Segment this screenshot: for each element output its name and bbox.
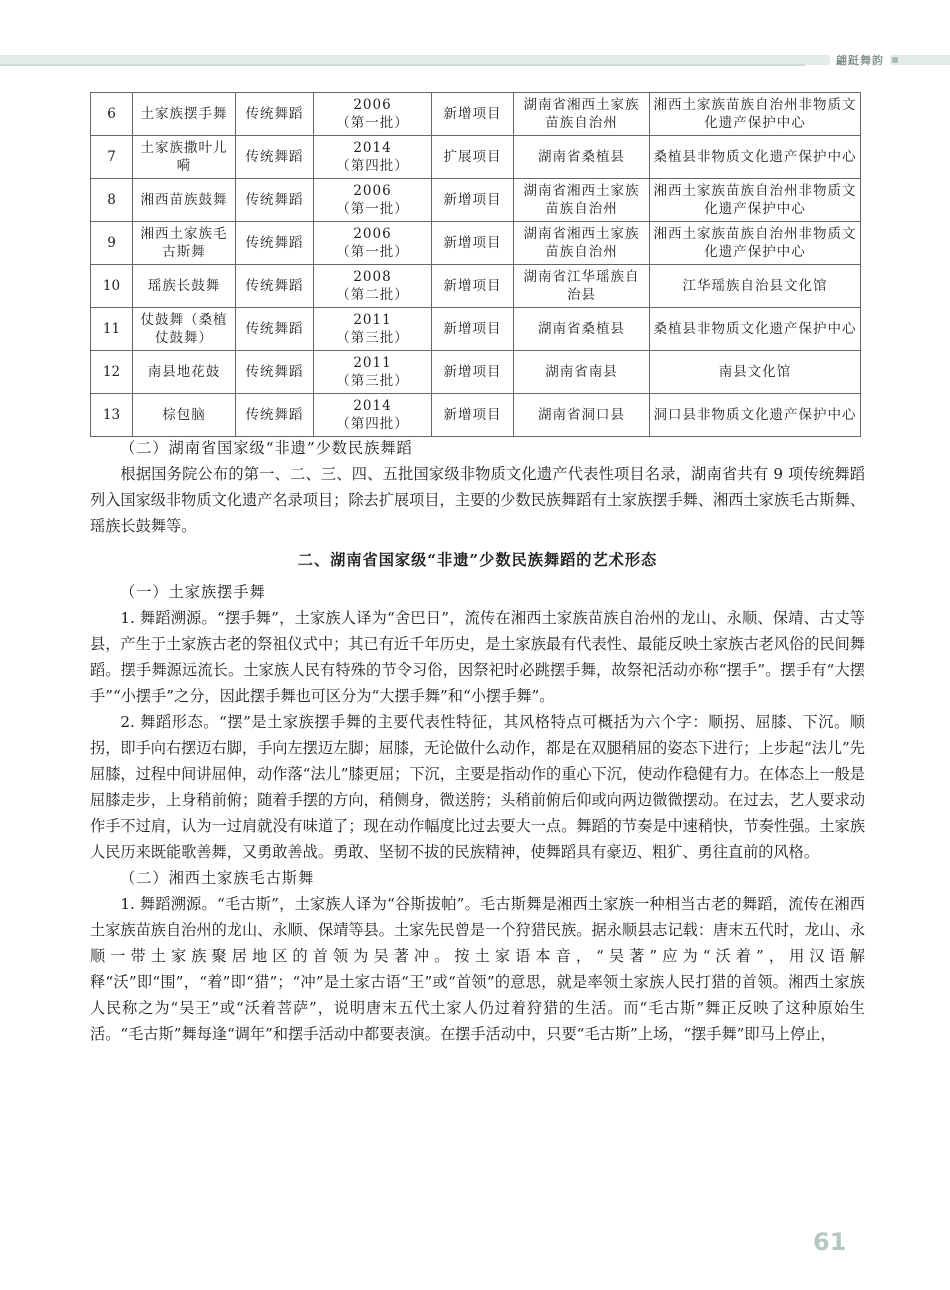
cell-protection-unit: 南县文化馆 xyxy=(650,351,861,394)
cell-item-type: 新增项目 xyxy=(432,265,514,308)
cell-dance-name: 湘西苗族鼓舞 xyxy=(133,179,236,222)
cell-region: 湖南省桑植县 xyxy=(514,308,650,351)
cell-row-number: 6 xyxy=(91,93,133,136)
header-marker xyxy=(892,57,898,63)
cell-row-number: 8 xyxy=(91,179,133,222)
cell-year-batch: 2014 （第四批） xyxy=(314,394,432,437)
subsection-heading: （一）土家族摆手舞 xyxy=(120,583,266,601)
cell-category: 传统舞蹈 xyxy=(236,93,314,136)
cell-row-number: 10 xyxy=(91,265,133,308)
cell-protection-unit: 江华瑶族自治县文化馆 xyxy=(650,265,861,308)
cell-region: 湖南省湘西土家族苗族自治州 xyxy=(514,93,650,136)
cell-region: 湖南省湘西土家族苗族自治州 xyxy=(514,179,650,222)
cell-region: 湖南省江华瑶族自治县 xyxy=(514,265,650,308)
cell-row-number: 12 xyxy=(91,351,133,394)
cell-row-number: 13 xyxy=(91,394,133,437)
cell-category: 传统舞蹈 xyxy=(236,394,314,437)
cell-region: 湖南省湘西土家族苗族自治州 xyxy=(514,222,650,265)
cell-item-type: 扩展项目 xyxy=(432,136,514,179)
page-number: 61 xyxy=(813,1228,847,1256)
cell-protection-unit: 湘西土家族苗族自治州非物质文化遗产保护中心 xyxy=(650,179,861,222)
header-rule xyxy=(0,64,805,66)
cell-category: 传统舞蹈 xyxy=(236,351,314,394)
cell-item-type: 新增项目 xyxy=(432,394,514,437)
cell-year-batch: 2006 （第一批） xyxy=(314,222,432,265)
cell-year-batch: 2014 （第四批） xyxy=(314,136,432,179)
cell-year-batch: 2008 （第二批） xyxy=(314,265,432,308)
cell-dance-name: 棕包脑 xyxy=(133,394,236,437)
table-row xyxy=(91,265,861,308)
cell-dance-name: 瑶族长鼓舞 xyxy=(133,265,236,308)
table-row xyxy=(91,394,861,437)
cell-dance-name: 南县地花鼓 xyxy=(133,351,236,394)
table-row xyxy=(91,308,861,351)
cell-protection-unit: 洞口县非物质文化遗产保护中心 xyxy=(650,394,861,437)
heritage-dance-table xyxy=(90,92,861,437)
paragraph: 1. 舞蹈溯源。“毛古斯”，土家族人译为“谷斯拔帕”。毛古斯舞是湘西土家族一种相当古老的舞蹈，流传在湘西土家族苗族自治州的龙山、永顺、保靖等县。土家先民曾是一个狩猎民族。据永顺县志记载：唐末五代时，龙山、永顺一带土家族聚居地区的首领为吴著冲。按土家语本音，“吴著”应为“沃着”，用汉语解释“沃”即“围”，“着”即“猎”；“冲”是土家古语“王”或“首领”的意思，就是率领土家族人民打猎的首领。湘西土家族人民称之为“吴王”或“沃着菩萨”，说明唐末五代土家人仍过着狩猎的生活。而“毛古斯”舞正反映了这种原始生活。“毛古斯”舞每逢“调年”和摆手活动中都要表演。在摆手活动中，只要“毛古斯”上场，“摆手舞”即马上停止， xyxy=(90,895,865,1043)
cell-item-type: 新增项目 xyxy=(432,93,514,136)
cell-row-number: 7 xyxy=(91,136,133,179)
cell-item-type: 新增项目 xyxy=(432,179,514,222)
cell-protection-unit: 湘西土家族苗族自治州非物质文化遗产保护中心 xyxy=(650,222,861,265)
subsection-heading: （二）湖南省国家级“非遗”少数民族舞蹈 xyxy=(120,439,413,457)
cell-protection-unit: 桑植县非物质文化遗产保护中心 xyxy=(650,136,861,179)
paragraph: 2. 舞蹈形态。“摆”是土家族摆手舞的主要代表性特征，其风格特点可概括为六个字：顺拐、屈膝、下沉。顺拐，即手向右摆迈右脚，手向左摆迈左脚；屈膝，无论做什么动作，都是在双腿稍屈的姿态下进行；上步起“法儿”先屈膝，过程中间讲屈伸，动作落“法儿”膝更屈；下沉，主要是指动作的重心下沉，使动作稳健有力。在体态上一般是屈膝走步，上身稍前俯；随着手摆的方向，稍侧身，微送胯；头稍前俯后仰或向两边微微摆动。在过去，艺人要求动作手不过肩，认为一过肩就没有味道了；现在动作幅度比过去要大一点。舞蹈的节奏是中速稍快，节奏性强。土家族人民历来既能歌善舞，又勇敢善战。勇敢、坚韧不拔的民族精神，使舞蹈具有豪迈、粗犷、勇往直前的风格。 xyxy=(90,713,865,861)
cell-region: 湖南省南县 xyxy=(514,351,650,394)
cell-category: 传统舞蹈 xyxy=(236,136,314,179)
cell-category: 传统舞蹈 xyxy=(236,179,314,222)
table-row xyxy=(91,351,861,394)
table-row xyxy=(91,136,861,179)
cell-dance-name: 土家族摆手舞 xyxy=(133,93,236,136)
running-header-title: 翩跹舞韵 xyxy=(830,52,890,68)
cell-year-batch: 2011 （第三批） xyxy=(314,308,432,351)
table-row xyxy=(91,222,861,265)
cell-dance-name: 仗鼓舞（桑植仗鼓舞） xyxy=(133,308,236,351)
cell-row-number: 11 xyxy=(91,308,133,351)
page-body xyxy=(90,435,865,1047)
cell-item-type: 新增项目 xyxy=(432,222,514,265)
cell-dance-name: 湘西土家族毛古斯舞 xyxy=(133,222,236,265)
table-row xyxy=(91,93,861,136)
subsection-heading: （二）湘西土家族毛古斯舞 xyxy=(120,869,315,887)
cell-item-type: 新增项目 xyxy=(432,351,514,394)
cell-protection-unit: 湘西土家族苗族自治州非物质文化遗产保护中心 xyxy=(650,93,861,136)
cell-protection-unit: 桑植县非物质文化遗产保护中心 xyxy=(650,308,861,351)
cell-category: 传统舞蹈 xyxy=(236,308,314,351)
cell-category: 传统舞蹈 xyxy=(236,265,314,308)
table-body xyxy=(91,93,861,437)
cell-category: 传统舞蹈 xyxy=(236,222,314,265)
cell-item-type: 新增项目 xyxy=(432,308,514,351)
cell-year-batch: 2006 （第一批） xyxy=(314,93,432,136)
cell-year-batch: 2006 （第一批） xyxy=(314,179,432,222)
cell-row-number: 9 xyxy=(91,222,133,265)
cell-region: 湖南省洞口县 xyxy=(514,394,650,437)
cell-region: 湖南省桑植县 xyxy=(514,136,650,179)
paragraph: 根据国务院公布的第一、二、三、四、五批国家级非物质文化遗产代表性项目名录，湖南省共有 9 项传统舞蹈列入国家级非物质文化遗产名录项目；除去扩展项目，主要的少数民族舞蹈有土家族摆手舞、湘西土家族毛古斯舞、瑶族长鼓舞等。 xyxy=(90,465,865,535)
cell-year-batch: 2011 （第三批） xyxy=(314,351,432,394)
section-title: 二、湖南省国家级“非遗”少数民族舞蹈的艺术形态 xyxy=(297,551,658,569)
cell-dance-name: 土家族撒叶儿嗬 xyxy=(133,136,236,179)
table-row xyxy=(91,179,861,222)
paragraph: 1. 舞蹈溯源。“摆手舞”，土家族人译为“舍巴日”，流传在湘西土家族苗族自治州的龙山、永顺、保靖、古丈等县，产生于土家族古老的祭祖仪式中；其已有近千年历史，是土家族最有代表性、最能反映土家族古老风俗的民间舞蹈。摆手舞源远流长。土家族人民有特殊的节令习俗，因祭祀时必跳摆手舞，故祭祀活动亦称“摆手”。摆手有“大摆手”“小摆手”之分，因此摆手舞也可区分为“大摆手舞”和“小摆手舞”。 xyxy=(90,609,865,705)
